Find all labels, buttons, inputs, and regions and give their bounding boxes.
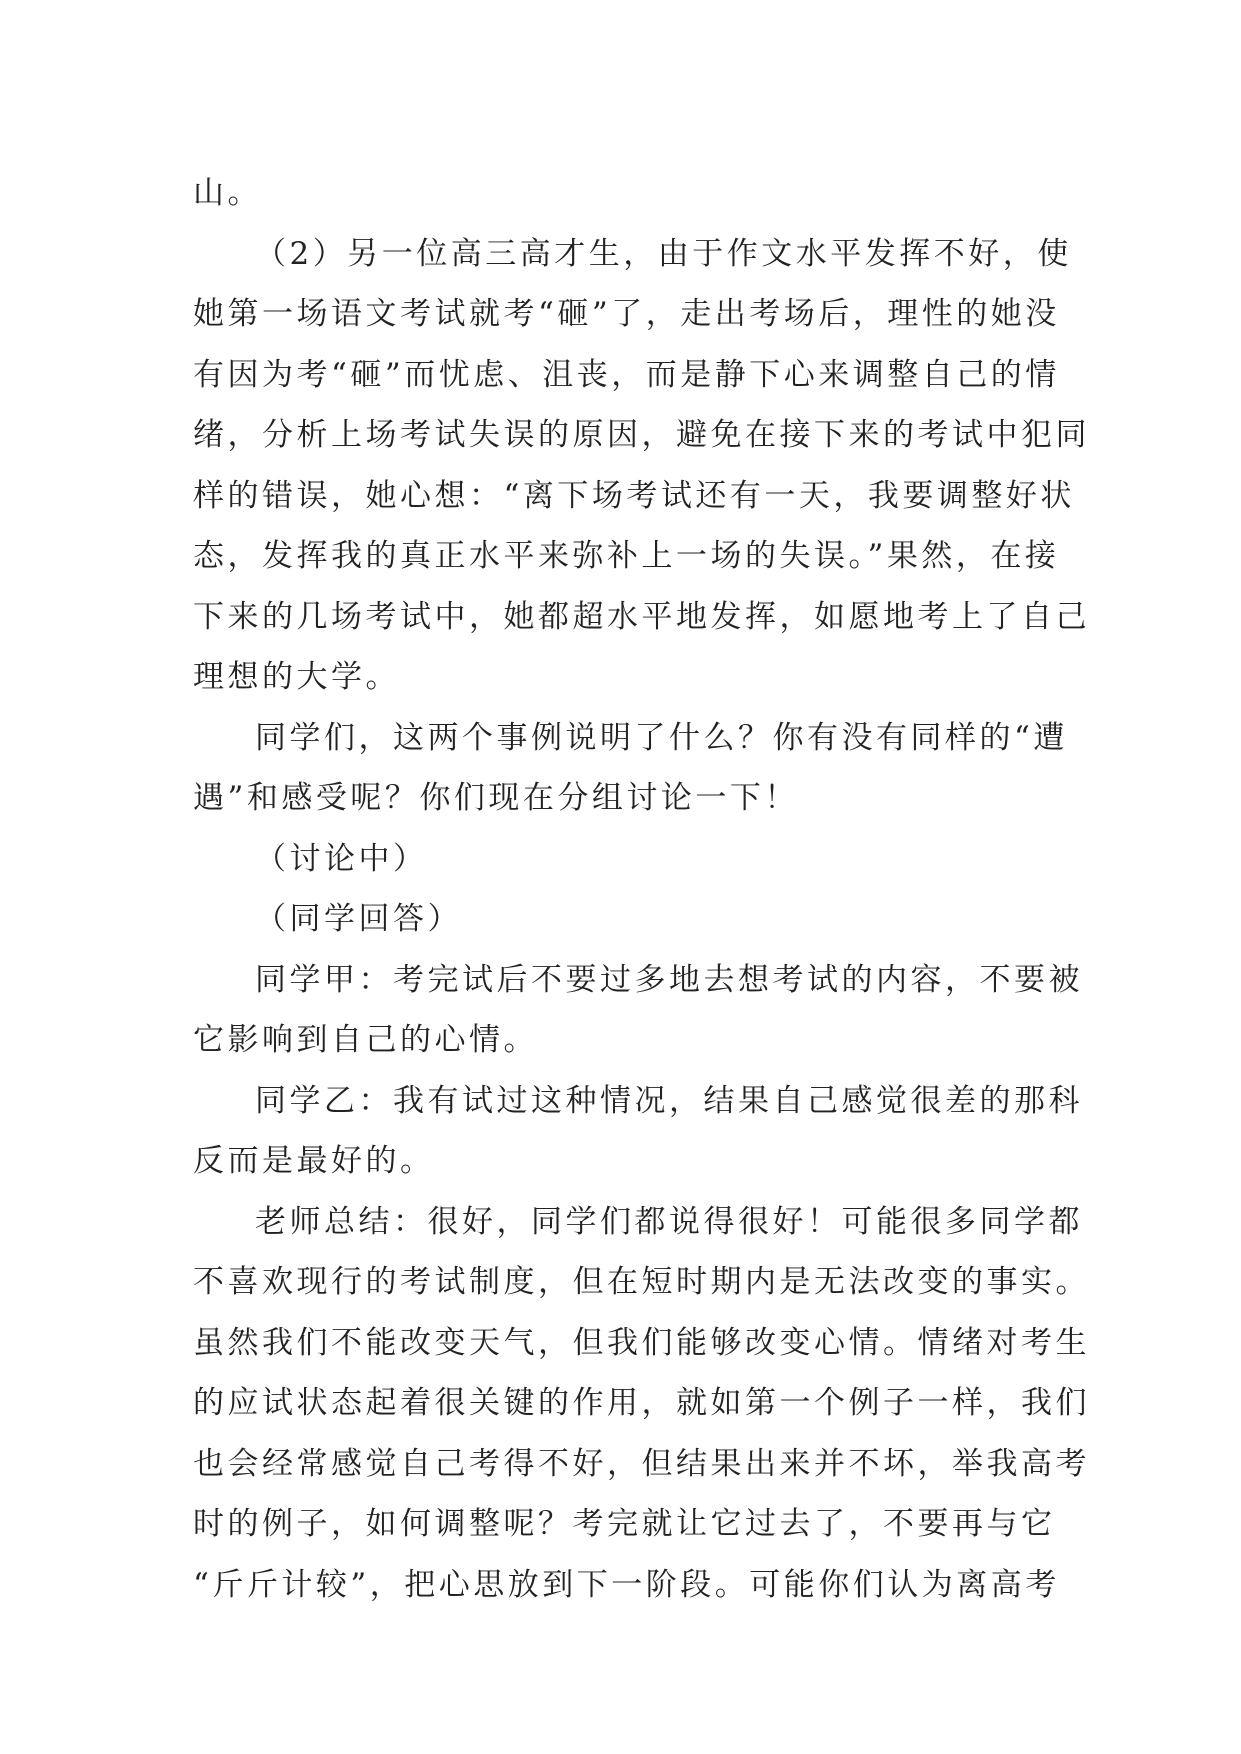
body-text <box>193 163 1090 1615</box>
text-line: 反而是最好的。 <box>193 1143 435 1179</box>
text-line: 虽然我们不能改变天气，但我们能够改变心情。情绪对考生 <box>193 1324 1090 1361</box>
text-line: 绪，分析上场考试失误的原因，避免在接下来的考试中犯同 <box>193 417 1090 453</box>
text-line: 它影响到自己的心情。 <box>193 1022 538 1058</box>
text-line: 的应试状态起着很关键的作用，就如第一个例子一样，我们 <box>193 1385 1090 1421</box>
text-line: 不喜欢现行的考试制度，但在短时期内是无法改变的事实。 <box>193 1264 1090 1300</box>
text-line: 时的例子，如何调整呢？考完就让它过去了，不要再与它 <box>193 1506 1056 1542</box>
text-line: 也会经常感觉自己考得不好，但结果出来并不坏，举我高考 <box>193 1445 1090 1482</box>
text-line: 有因为考“砸”而忧虑、沮丧，而是静下心来调整自己的情 <box>193 356 1060 393</box>
paragraph-start-line: 同学乙：我有试过这种情况，结果自己感觉很差的那科 <box>255 1082 1083 1119</box>
paragraph-start-line: （讨论中） <box>255 840 428 877</box>
text-line: 样的错误，她心想：“离下场考试还有一天，我要调整好状 <box>193 477 1075 514</box>
text-line: 态，发挥我的真正水平来弥补上一场的失误。”果然，在接 <box>193 538 1060 574</box>
paragraph-start-line: （2）另一位高三高才生，由于作文水平发挥不好，使 <box>255 235 1072 272</box>
text-line: 山。 <box>193 175 262 211</box>
text-line: “斤斤计较”，把心思放到下一阶段。可能你们认为离高考 <box>193 1566 1060 1603</box>
text-line: 下来的几场考试中，她都超水平地发挥，如愿地考上了自己 <box>193 598 1090 635</box>
text-line: 理想的大学。 <box>193 659 400 695</box>
paragraph-start-line: 老师总结：很好，同学们都说得很好！可能很多同学都 <box>255 1203 1083 1240</box>
paragraph-start-line: （同学回答） <box>255 901 462 937</box>
text-line: 她第一场语文考试就考“砸”了，走出考场后，理性的她没 <box>193 296 1060 332</box>
paragraph-start-line: 同学甲：考完试后不要过多地去想考试的内容，不要被 <box>255 961 1083 998</box>
text-line: 遇”和感受呢？你们现在分组讨论一下！ <box>193 780 799 816</box>
paragraph-start-line: 同学们，这两个事例说明了什么？你有没有同样的“遭 <box>255 719 1068 756</box>
